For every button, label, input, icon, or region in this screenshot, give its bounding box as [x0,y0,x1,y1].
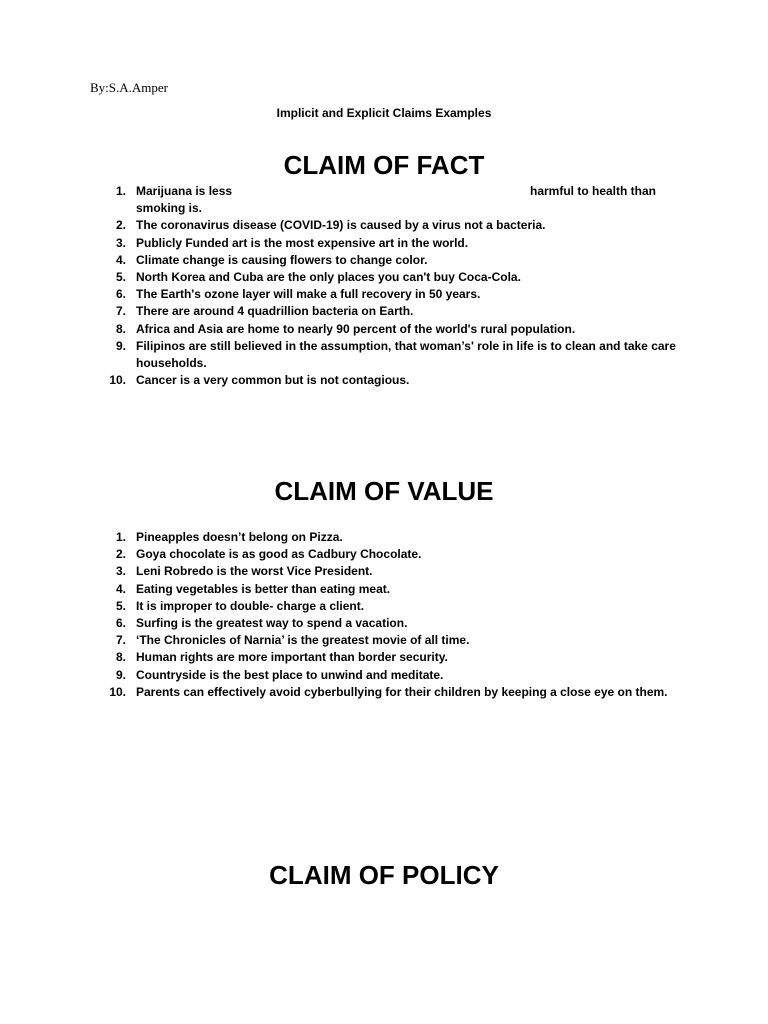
list-item [0,667,676,684]
item-number: 9. [115,338,126,353]
item-text: Publicly Funded art is the most expensive art in the world. [136,235,469,250]
item-text: North Korea and Cuba are the only places you can't buy Coca-Cola. [136,270,521,285]
list-item [0,252,676,269]
item-text: Filipinos are still believed in the assumption, that woman’s' role in life is to clean and take care households. [136,338,676,371]
item-text: The coronavirus disease (COVID-19) is caused by a virus not a bacteria. [136,218,546,233]
list-item [0,529,676,546]
item-number: 10. [109,684,126,699]
item-text: Cancer is a very common but is not contagious. [136,373,410,388]
item-number: 3. [115,564,126,579]
section-heading-value: CLAIM OF VALUE [274,476,494,506]
list-item [0,321,676,338]
item-text: Africa and Asia are home to nearly 90 percent of the world's rural population. [136,321,576,336]
item-text: Climate change is causing flowers to change color. [136,252,428,267]
list-item [0,649,676,666]
item-number: 2. [115,218,126,233]
section-heading-policy: CLAIM OF POLICY [269,860,499,890]
list-item [0,598,676,615]
item-number: 4. [115,581,126,596]
author-line: By:S.A.Amper [90,80,168,95]
item-number: 6. [115,616,126,631]
item-text: Surfing is the greatest way to spend a vacation. [136,616,408,631]
item-number: 8. [115,650,126,665]
item-text: Eating vegetables is better than eating meat. [136,581,391,596]
list-item [0,563,676,580]
list-item [0,235,676,252]
item-number: 7. [115,633,126,648]
document-title: Implicit and Explicit Claims Examples [276,106,492,120]
list-item [0,581,676,598]
item-text: Goya chocolate is as good as Cadbury Chocolate. [136,547,422,562]
item-text: Parents can effectively avoid cyberbullying for their children by keeping a close eye on them. [136,684,668,699]
item-text: ‘The Chronicles of Narnia’ is the greatest movie of all time. [136,633,470,648]
list-item [0,286,676,303]
list-item [0,372,676,389]
item-number: 6. [115,287,126,302]
item-number: 2. [115,547,126,562]
list-item [0,632,676,649]
item-text: Countryside is the best place to unwind and meditate. [136,667,444,682]
list-item [0,546,676,563]
item-text-continued: smoking is. [136,201,203,216]
item-text: It is improper to double- charge a client. [136,598,365,613]
fact-claims-list [0,183,676,389]
item-text: There are around 4 quadrillion bacteria on Earth. [136,304,414,319]
list-item [0,269,676,286]
list-item [0,183,676,217]
item-number: 5. [115,270,126,285]
item-number: 7. [115,304,126,319]
section-heading-fact: CLAIM OF FACT [283,150,485,180]
list-item [0,684,676,701]
list-item [0,217,676,234]
item-number: 9. [115,667,126,682]
item-number: 5. [115,598,126,613]
item-number: 10. [109,373,126,388]
item-number: 3. [115,235,126,250]
item-number: 1. [115,530,126,544]
list-item [0,338,676,372]
split-line [136,183,656,200]
value-claims-list [0,529,676,701]
item-text: Leni Robredo is the worst Vice President. [136,564,373,579]
list-item [0,303,676,320]
item-text-left: Marijuana is less [136,184,233,198]
item-text: Pineapples doesn’t belong on Pizza. [136,530,343,544]
item-text: Human rights are more important than border security. [136,650,448,665]
item-number: 8. [115,321,126,336]
item-number: 4. [115,252,126,267]
item-text-right: harmful to health than [530,184,656,198]
list-item [0,615,676,632]
item-number: 1. [115,184,126,198]
item-text: The Earth's ozone layer will make a full recovery in 50 years. [136,287,481,302]
